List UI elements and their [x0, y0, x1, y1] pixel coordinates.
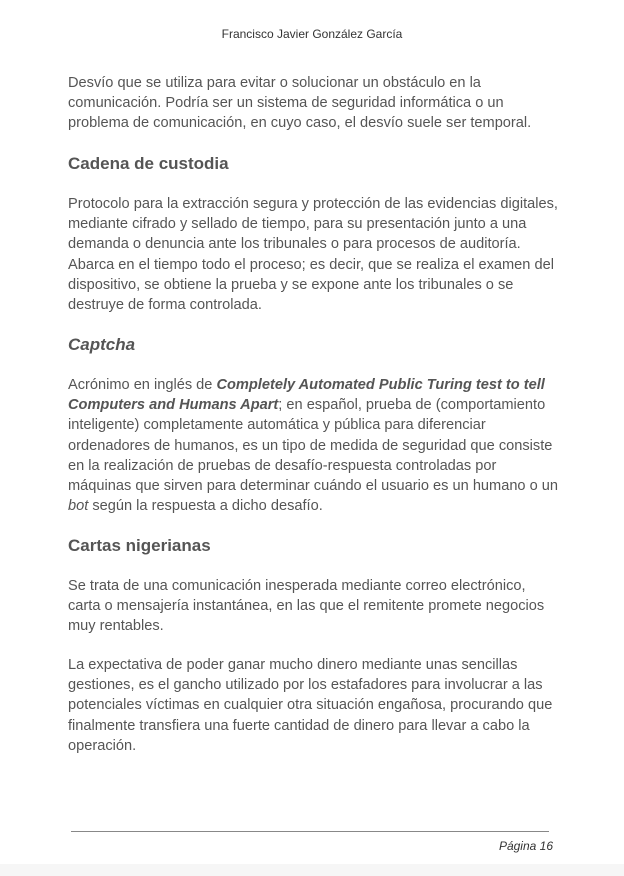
page-number: Página 16: [498, 839, 553, 853]
captcha-text-after: según la respuesta a dicho desafío.: [88, 498, 323, 515]
intro-paragraph: Desvío que se utiliza para evitar o solucionar un obstáculo en la comunicación. Podría ser un sistema de seguridad informática o un problema de comunicación, en cuyo caso, el desvío suele ser temporal.: [68, 75, 532, 132]
footer-divider: [71, 831, 549, 832]
captcha-paragraph: [68, 375, 558, 516]
heading-cartas-nigerianas: Cartas nigerianas: [68, 536, 211, 555]
cadena-paragraph: Protocolo para la extracción segura y protección de las evidencias digitales, mediante cifrado y sellado de tiempo, para su presentación junto a una demanda o denuncia ante los tribunales o para procesos de auditoría. Abarca en el tiempo todo el proceso; es decir, que se realiza el examen del dispositivo, se obtiene la prueba y se expone ante los tribunales o se destruye de forma controlada.: [68, 196, 558, 314]
captcha-bot-term: bot: [68, 498, 89, 515]
heading-cadena-de-custodia: Cadena de custodia: [68, 154, 229, 173]
page-edge: [0, 864, 624, 876]
heading-captcha: Captcha: [68, 335, 136, 354]
cartas-paragraph-1: Se trata de una comunicación inesperada mediante correo electrónico, carta o mensajería instantánea, en las que el remitente promete negocios muy rentables.: [68, 578, 545, 635]
captcha-acronym-expansion: Completely Automated Public Turing test to tell Computers and Humans Apart: [68, 377, 545, 414]
captcha-text-before: Acrónimo en inglés de: [68, 377, 217, 393]
captcha-text-middle: ; en español, prueba de (comportamiento inteligente) completamente automática y pública para diferenciar ordenadores de humanos, es un tipo de medida de seguridad que consiste en la realización de pruebas de desafío-respuesta controladas por máquinas que sirven para determinar cuándo el usuario es un humano o un: [68, 397, 559, 495]
page-header-author: Francisco Javier González García: [221, 27, 403, 41]
cartas-paragraph-2: La expectativa de poder ganar mucho dinero mediante unas sencillas gestiones, es el gancho utilizado por los estafadores para involucrar a las potenciales víctimas en cualquier otra situación engañosa, procurando que finalmente transfiera una fuerte cantidad de dinero para llevar a cabo la operación.: [68, 657, 553, 754]
